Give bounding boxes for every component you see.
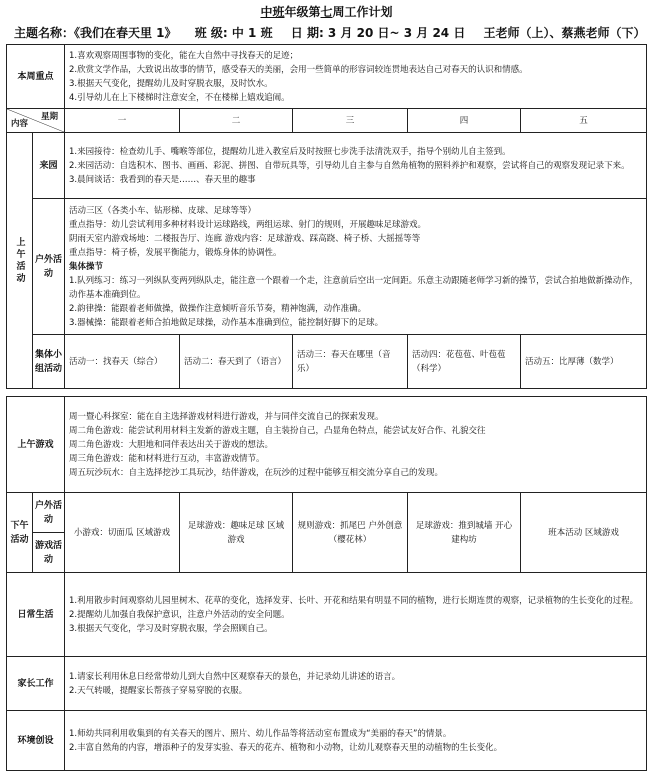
environment-line: 1.师幼共同利用收集到的有关春天的图片、照片、幼儿作品等将活动室布置成为“美丽的春天”的情景。 [69, 728, 452, 739]
game-line: 周一暨心科探室：能在自主选择游戏材料进行游戏，并与同伴交流自己的探索发现。 [69, 411, 384, 422]
group-activity-wednesday: 活动三：春天在哪里（音乐） [293, 335, 408, 389]
afternoon-wednesday: 规则游戏：抓尾巴 户外创意（樱花林） [293, 493, 408, 573]
goal-line: 3.根据天气变化，提醒幼儿及时穿脱衣服，及时饮水。 [69, 78, 273, 89]
goals-content [65, 45, 647, 109]
afternoon-monday: 小游戏：切面瓜 区域游戏 [65, 493, 180, 573]
environment-label: 环境创设 [7, 711, 65, 771]
afternoon-section-label: 下午活动 [7, 493, 33, 573]
outdoor-line: 阴雨天室内游戏场地：二楼报告厅、连廊 游戏内容：足球游戏、踩高跷、椅子桥、大摇摇等等 [69, 233, 421, 244]
game-line: 周五玩沙玩水：自主选择挖沙工具玩沙，结伴游戏，在玩沙的过程中能够互相交流分享自己的发现。 [69, 467, 444, 478]
game-line: 周三角色游戏：能和材料进行互动，丰富游戏情节。 [69, 453, 265, 464]
daily-life-label: 日常生活 [7, 573, 65, 657]
environment-content [65, 711, 647, 771]
group-activity-tuesday: 活动二：春天到了（语言） [180, 335, 293, 389]
day-wednesday: 三 [293, 109, 408, 133]
afternoon-tuesday: 足球游戏：趣味足球 区域游戏 [180, 493, 293, 573]
morning-section-label: 上午活动 [7, 133, 33, 389]
outdoor-line: 重点指导：椅子桥，发展平衡能力，锻炼身体的协调性。 [69, 247, 282, 258]
arrival-content [65, 133, 647, 199]
day-thursday: 四 [408, 109, 521, 133]
goal-line: 4.引导幼儿在上下楼梯时注意安全，不在楼梯上嬉戏追闹。 [69, 92, 290, 103]
outdoor-content [65, 199, 647, 335]
goal-line: 2.欣赏文学作品，大致说出故事的情节，感受春天的美丽，会用一些简单的形容词较连贯地表达自己对春天的认识和情感。 [69, 64, 528, 75]
family-work-label: 家长工作 [7, 657, 65, 711]
week-number: 七 [320, 5, 333, 19]
outdoor-line: 活动三区（各类小车、钻形梯、皮球、足球等等） [69, 205, 257, 216]
game-line: 周二角色游戏：大胆地和同伴表达出关于游戏的想法。 [69, 439, 274, 450]
family-work-content [65, 657, 647, 711]
daily-line: 2.提醒幼儿加强自我保护意识，注意户外活动的安全问题。 [69, 609, 290, 620]
goal-line: 1.喜欢观察周围事物的变化，能在大自然中寻找春天的足迹； [69, 50, 299, 61]
plan-title [0, 3, 653, 20]
content-label: 内容 [11, 119, 29, 129]
afternoon-friday: 班本活动 区域游戏 [521, 493, 647, 573]
arrival-line: 3.晨间谈话：我看到的春天是……、春天里的趣事 [69, 174, 256, 185]
goals-label: 本周重点 [7, 45, 65, 109]
day-tuesday: 二 [180, 109, 293, 133]
afternoon-plan-table [6, 396, 647, 771]
morning-games-content [65, 397, 647, 493]
weekday-label: 星期 [41, 112, 59, 122]
outdoor-line: 集体操节 [69, 261, 104, 272]
family-line: 1.请家长利用休息日经常带幼儿到大自然中区观察春天的景色，并记录幼儿讲述的语言。 [69, 671, 401, 682]
day-friday: 五 [521, 109, 647, 133]
theme-name: 主题名称：《我们在春天里 1》 [14, 26, 177, 40]
week-suffix: 周工作计划 [332, 5, 393, 19]
morning-plan-table [6, 44, 647, 389]
group-activity-monday: 活动一：找春天（综合） [65, 335, 180, 389]
day-monday: 一 [65, 109, 180, 133]
family-line: 2.天气转暖，提醒家长帮孩子穿易穿脱的衣服。 [69, 685, 248, 696]
game-line: 周二角色游戏：能尝试利用材料主发新的游戏主题，自主装扮自己，凸显角色特点，能尝试友好合作、礼貌交往 [69, 425, 486, 436]
morning-games-label: 上午游戏 [7, 397, 65, 493]
date-range: 日 期: 3 月 20 日~ 3 月 24 日 [290, 26, 466, 40]
environment-line: 2.丰富自然角的内容，增添种子的发芽实验、春天的花卉、植物和小动物，让幼儿观察春天里的动植物的生长变化。 [69, 742, 503, 753]
daily-life-content [65, 573, 647, 657]
group-activity-friday: 活动五：比厚薄（数学） [521, 335, 647, 389]
outdoor-line: 1.队列练习：练习一列纵队变两列纵队走，能注意一个跟着一个走，注意前后空出一定间距。乐意主动跟随老师学习新的操节，尝试合拍地做新操动作，动作基本准确到位。 [69, 275, 639, 300]
grade-suffix: 年级第 [284, 5, 321, 19]
afternoon-outdoor-label: 户外活动 [33, 493, 65, 533]
outdoor-line: 重点指导：幼儿尝试利用多种材料设计运球路线，两组运球、射门的规则，开展趣味足球游戏。 [69, 219, 427, 230]
outdoor-line: 2.韵律操：能跟着老师做操，做操作注意倾听音乐节奏，精神饱满，动作准确。 [69, 303, 367, 314]
teacher-names: 王老师（上）、蔡燕老师（下） [483, 26, 646, 40]
weekday-header-corner [7, 109, 65, 133]
arrival-line: 2.来园活动：自选积木、图书、画画、彩泥、拼图、自带玩具等，引导幼儿自主参与自然角植物的照料养护和观察，尝试将自己的观察发现记录下来。 [69, 160, 630, 171]
plan-info-row [14, 24, 644, 41]
arrival-label: 来园 [33, 133, 65, 199]
afternoon-game-label: 游戏活动 [33, 533, 65, 573]
group-activity-label: 集体小组活动 [33, 335, 65, 389]
grade-name: 中班 [260, 5, 285, 19]
arrival-line: 1.来园接待：检查幼儿手、嘴喉等部位，提醒幼儿进入教室后及时按照七步洗手法清洗双手，指导个别幼儿自主签到。 [69, 146, 511, 157]
class-name: 班 级: 中 1 班 [194, 26, 273, 40]
daily-line: 3.根据天气变化，学习及时穿脱衣服，学会照顾自己。 [69, 623, 273, 634]
afternoon-thursday: 足球游戏：推到城墙 开心建构坊 [408, 493, 521, 573]
daily-line: 1.利用散步时间观察幼儿园里树木、花草的变化，选择发芽、长叶、开花和结果有明显不同的植物，进行长期连贯的观察，记录植物的生长变化的过程。 [69, 595, 639, 606]
outdoor-line: 3.器械操：能跟着老师合拍地做足球操，动作基本准确到位，能控制好脚下的足球。 [69, 317, 384, 328]
group-activity-thursday: 活动四：花苞苞、叶苞苞（科学） [408, 335, 521, 389]
outdoor-label: 户外活动 [33, 199, 65, 335]
